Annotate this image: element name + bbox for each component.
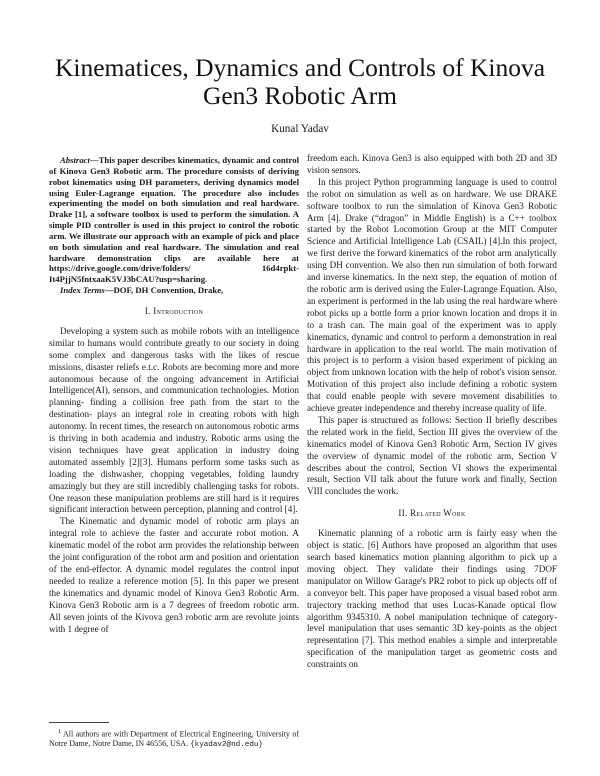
intro-paragraph-4: This paper is structured as follows: Section II briefly describes the related work in the field, Section III gives the overview of the kinematics model of Kinova Gen3 Robotic Arm, Section IV gives the overview of dynamic model of the robotic arm, Section V describes about the control, Section VI shows the experimental result, Section VII talk about the future work and finally, Section VIII concludes the work. [307,414,557,497]
index-terms [49,285,299,296]
abstract-body: —This paper describes kinematics, dynamic and control of Kinova Gen3 Robotic arm. The procedure consists of deriving robot kinematics using DH parameters, deriving dynamics model using Euler-Lagrange equation. The procedure also includes experimenting the model on both simulation and real hardware. Drake [1], a software toolbox is used to perform the simulation. A simple PID controller is used in this project to control the robotic arm. We illustrate our approach with an example of pick and place on both simulation and real hardware. The simulation and real hardware demonstration clips are available here at https://drive.google.com/drive/folders/ 16d4rpkt-It4PjjN5fntxaaK5VJ3bCAU?usp=sharing. [49,155,299,285]
left-column [49,155,299,635]
abstract-lead: Abstract [60,155,90,165]
footnote-marker: 1 [58,729,61,735]
author-name: Kunal Yadav [271,123,329,135]
intro-paragraph-1: Developing a system such as mobile robots with an intelligence similar to humans would contribute greatly to our society in doing some complex and dangerous tasks with the likes of rescue missions, disaster reliefs e.t.c. Robots are becoming more and more autonomous because of the ongoing advancement in Artificial Intelligence(AI), sensors, and communication technologies. Motion planning- finding a collision free path from the start to the destination- plays an integral role in creating robots with high autonomy. In recent times, the research on autonomous robotic arms is thriving in both academia and industry. Robotic arms using the vision techniques have great application in industry doing automated assembly [2][3]. Humans perform some tasks such as loading the dishwasher, chopping vegetables, folding laundry amazingly but they are still incredibly challenging tasks for robots. One reason these manipulation problems are still hard is it requires significant interaction between perception, planning and control [4]. [49,325,299,515]
intro-paragraph-continued: freedom each. Kinova Gen3 is also equipped with both 2D and 3D vision sensors. [307,153,557,175]
footnote-rule [49,722,109,723]
abstract [49,155,299,285]
footnote-text: All authors are with Department of Electrical Engineering, University of Notre Dame, Notre Dame, IN 46556, USA. [49,729,299,749]
section-heading-introduction: I. Introduction [144,305,204,316]
related-work-paragraph-1: Kinematic planning of a robotic arm is fairly easy when the object is static. [6] Authors have proposed an algorithm that uses search based kinematics motion planning algorithm to pick up a moving object. They validate their findings using 7DOF manipulator on Willow Garage's PR2 robot to pick up objects off of a conveyor belt. This paper have proposed a visual based robot arm trajectory tracking method that uses Lucas-Kanade optical flow algorithm 9345310. A nobel manipulation technique of category-level manipulation that uses semantic 3D key-points as the object representation [7]. This method enables a simple and interpretable specification of the manipulation target as geometric costs and constraints on [307,528,557,670]
section-heading-related-work: II. Related Work [398,508,466,519]
index-terms-body: —DOF, DH Convention, Drake, [104,285,224,296]
right-column [307,153,557,671]
footnote [49,728,299,751]
index-terms-lead: Index Terms [60,285,105,296]
paper-title-line-1: Kinematices, Dynamics and Controls of Kinova [54,53,546,82]
footnote-email: {kyadav2@nd.edu} [190,741,263,750]
intro-paragraph-3: In this project Python programming language is used to control the robot on simulation as well as on hardware. We use DRAKE software toolbox to run the simulation of Kinova Gen3 Robotic Arm [4]. Drake (“dragon” in Middle English) is a C++ toolbox started by the Robot Locomotion Group at the MIT Computer Science and Artificial Intelligence Lab (CSAIL) [4].In this project, we first derive the forward kinematics of the robot arm analytically using DH convention. We also then run simulation of both forward and inverse kinematics. In the next step, the equation of motion of the robotic arm is derived using the Euler-Lagrange Equation. Also, an experiment is performed in the lab using the real hardware where robot picks up a bottle form a prior known location and drops it in to a trash can. The main goal of the experiment was to apply kinematics, dynamic and control to perform a demonstration in real hardware in application to the real world. The main motivation of this project is to perform a vision based experiment of picking an object from unknown location with the help of robot's vision sensor. Motivation of this project also include defining a robotic system that could enable people with severe movement disabilities to achieve greater independence and thereby increase quality of life. [307,176,557,414]
paper-title-line-2: Gen3 Robotic Arm [202,81,398,110]
intro-paragraph-2: The Kinematic and dynamic model of robotic arm plays an integral role to achieve the faster and accurate robot motion. A kinematic model of the robot arm provides the relationship between the joint configuration of the robot arm and position and orientation of the end-effector. A dynamic model regulates the control input needed to realize a reference motion [5]. In this paper we present the kinematics and dynamic model of Kinova Gen3 Robotic Arm. Kinova Gen3 Robotic arm is a 7 degrees of freedom robotic arm. All seven joints of the Kivova gen3 robotic arm are revolute joints with 1 degree of [49,516,299,634]
paper-title [40,54,560,110]
